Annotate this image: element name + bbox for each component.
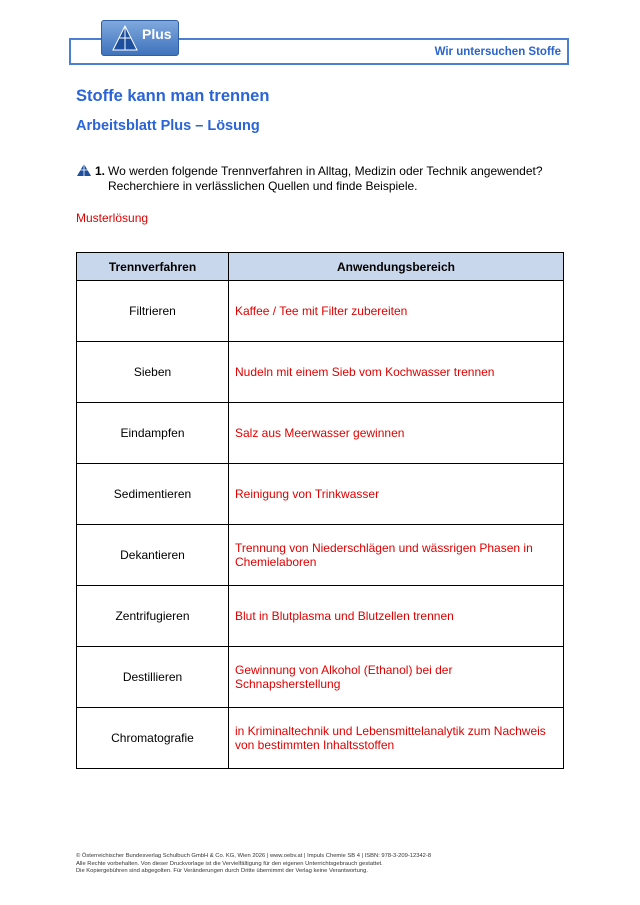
footer-line-2: Alle Rechte vorbehalten. Von dieser Druckvorlage ist die Vervielfältigung für den eigenen Unterrichtsgebrauch gestattet. — [76, 860, 383, 867]
task-number: 1. — [95, 164, 106, 178]
footer-copyright — [76, 853, 576, 876]
method-cell: Sieben — [77, 342, 229, 403]
application-cell: Blut in Blutplasma und Blutzellen trennen — [229, 586, 564, 647]
logo-text: Plus — [142, 26, 172, 42]
method-cell: Zentrifugieren — [77, 586, 229, 647]
table-row — [77, 281, 564, 342]
table-row — [77, 403, 564, 464]
table-row — [77, 586, 564, 647]
method-cell: Eindampfen — [77, 403, 229, 464]
application-cell: Salz aus Meerwasser gewinnen — [229, 403, 564, 464]
solution-label: Musterlösung — [76, 211, 149, 225]
task-line-1: Wo werden folgende Trennverfahren in Alltag, Medizin oder Technik angewendet? — [108, 164, 543, 178]
method-cell: Destillieren — [77, 647, 229, 708]
method-cell: Chromatografie — [77, 708, 229, 769]
application-cell: Gewinnung von Alkohol (Ethanol) bei der Schnapsherstellung — [229, 647, 564, 708]
application-cell: Reinigung von Trinkwasser — [229, 464, 564, 525]
task-instruction — [108, 164, 578, 194]
separation-methods-table — [76, 252, 564, 769]
task-line-2: Recherchiere in verlässlichen Quellen und finde Beispiele. — [108, 179, 418, 193]
page-subtitle: Arbeitsblatt Plus – Lösung — [76, 118, 260, 134]
application-cell: Nudeln mit einem Sieb vom Kochwasser trennen — [229, 342, 564, 403]
method-cell: Dekantieren — [77, 525, 229, 586]
footer-line-3: Die Kopiergebühren sind abgegolten. Für Veränderungen durch Dritte übernimmt der Verlag keine Verantwortung. — [76, 868, 368, 874]
method-cell: Sedimentieren — [77, 464, 229, 525]
table-row — [77, 342, 564, 403]
table-row — [77, 464, 564, 525]
application-cell: in Kriminaltechnik und Lebensmittelanalytik zum Nachweis von bestimmten Inhaltsstoffen — [229, 708, 564, 769]
page-title: Stoffe kann man trennen — [76, 87, 270, 105]
table-header-row — [77, 253, 564, 281]
header-subject: Wir untersuchen Stoffe — [434, 46, 561, 58]
table-row — [77, 647, 564, 708]
plus-logo — [101, 20, 179, 56]
table-row — [77, 708, 564, 769]
table-row — [77, 525, 564, 586]
column-header-application: Anwendungsbereich — [229, 253, 564, 281]
footer-line-1: © Österreichischer Bundesverlag Schulbuch GmbH & Co. KG, Wien 2026 | www.oebv.at | Impuls Chemie SB 4 | ISBN: 978-3-209-12342-8 — [76, 853, 432, 859]
application-cell: Kaffee / Tee mit Filter zubereiten — [229, 281, 564, 342]
column-header-method: Trennverfahren — [77, 253, 229, 281]
task-triangle-icon — [77, 164, 91, 176]
triangle-logo-icon — [112, 25, 138, 51]
method-cell: Filtrieren — [77, 281, 229, 342]
application-cell: Trennung von Niederschlägen und wässrigen Phasen in Chemielaboren — [229, 525, 564, 586]
